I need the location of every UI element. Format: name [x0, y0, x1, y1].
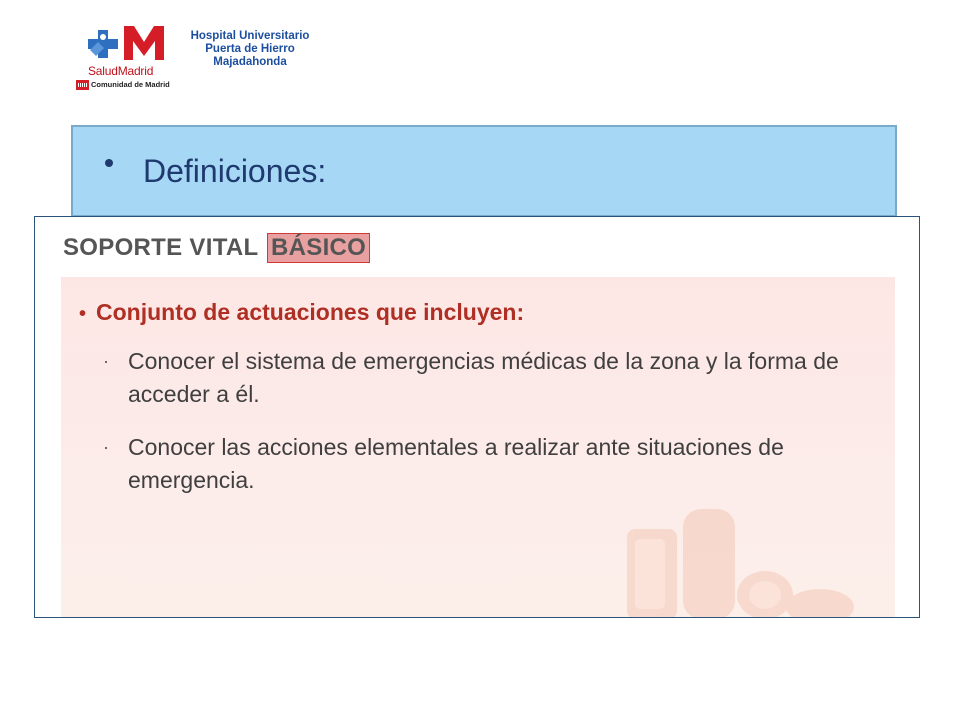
hospital-name-line-1: Hospital Universitario [190, 30, 310, 42]
title-band [71, 125, 897, 217]
medical-cross-icon [84, 28, 126, 64]
heading-highlight: BÁSICO [267, 233, 370, 263]
item-list [103, 345, 893, 517]
lead-bullet [79, 299, 524, 326]
madrid-m-icon [122, 24, 166, 62]
comunidad-label: Comunidad de Madrid [91, 80, 170, 89]
embedded-slide-image [34, 216, 920, 618]
hospital-name-line-3: Majadahonda [213, 56, 287, 68]
slide-title: Definiciones: [143, 153, 327, 189]
hospital-name-line-2: Puerta de Hierro [205, 43, 295, 55]
slide-heading [63, 233, 370, 263]
heading-prefix: SOPORTE VITAL [63, 234, 259, 261]
bullet-icon [105, 159, 113, 167]
list-item [103, 431, 893, 497]
lead-bullet-icon: • [79, 303, 87, 325]
hospital-name [170, 30, 330, 69]
list-item-text: Conocer las acciones elementales a realizar ante situaciones de emergencia. [128, 434, 784, 493]
sub-bullet-icon: · [103, 351, 109, 371]
lead-text: Conjunto de actuaciones que incluyen: [96, 299, 525, 325]
comunidad-flag-icon [76, 80, 89, 90]
list-item [103, 345, 893, 411]
hospital-logo [74, 24, 324, 96]
sub-bullet-icon: · [103, 437, 109, 457]
list-item-text: Conocer el sistema de emergencias médicas de la zona y la forma de acceder a él. [128, 348, 839, 407]
salud-madrid-label: SaludMadrid [88, 64, 154, 78]
